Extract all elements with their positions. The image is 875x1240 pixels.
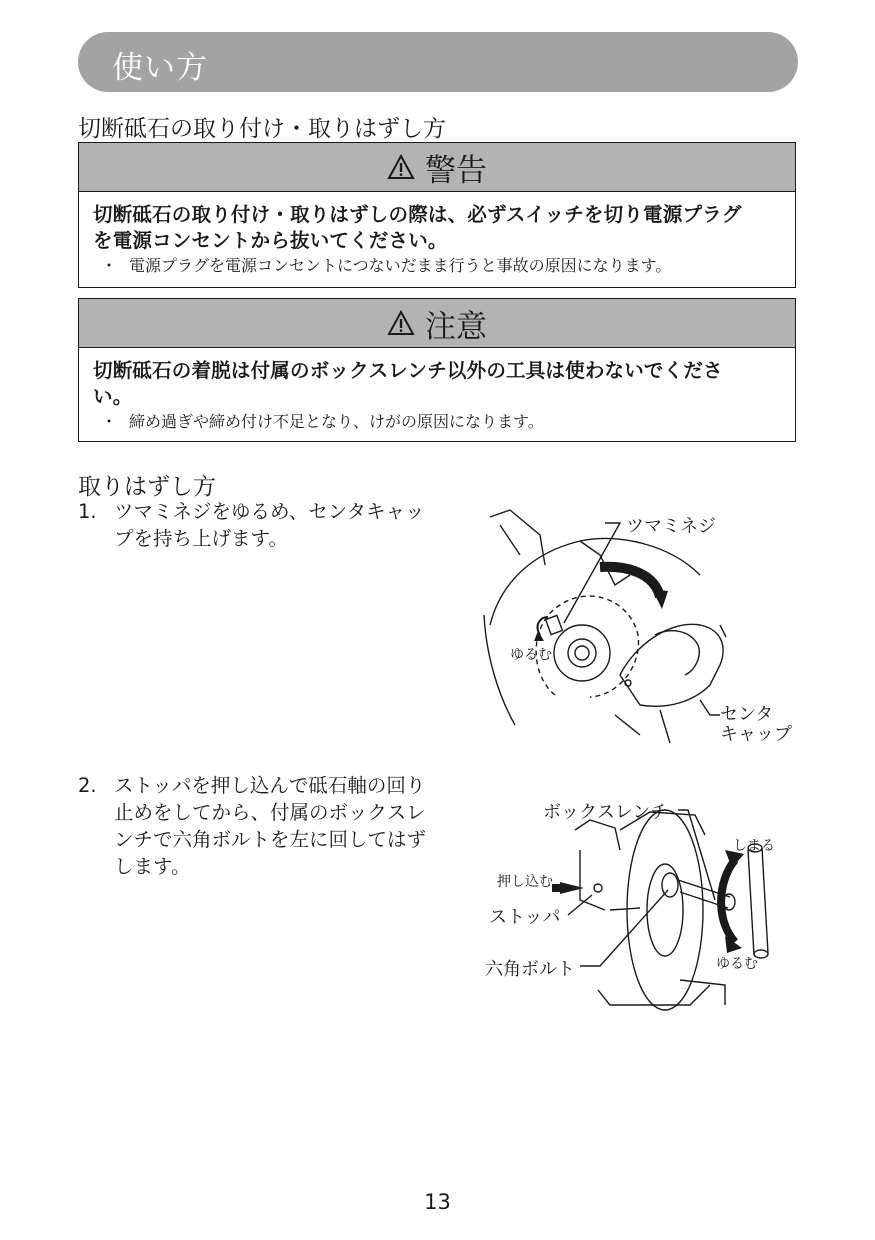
warning-triangle-icon — [387, 154, 415, 180]
caution-bullet: ・ — [101, 412, 118, 431]
caution-box — [78, 298, 796, 442]
warning-main-line1: 切断砥石の取り付け・取りはずしの際は、必ずスイッチを切り電源プラグ — [93, 203, 742, 226]
step-2-line1: ストッパを押し込んで砥石軸の回り — [114, 774, 426, 797]
warning-heading — [79, 143, 795, 192]
step-1 — [78, 498, 424, 552]
removal-title: 取りはずし方 — [78, 474, 216, 500]
step-1-number: 1. — [78, 500, 97, 523]
label-center-cap-line2: キャップ — [720, 724, 792, 745]
warning-heading-text: 警告 — [425, 152, 487, 189]
step-1-line2: プを持ち上げます。 — [114, 527, 288, 550]
label-knob-screw: ツマミネジ — [626, 516, 716, 537]
label-push-in: 押し込む — [497, 874, 553, 890]
label-hex-bolt: 六角ボルト — [485, 959, 575, 980]
step-2-number: 2. — [78, 774, 97, 797]
page-header-title: 使い方 — [112, 50, 208, 86]
caution-heading — [79, 299, 795, 348]
page-number: 13 — [424, 1190, 451, 1214]
label-stopper: ストッパ — [489, 907, 561, 928]
step-1-line1: ツマミネジをゆるめ、センタキャッ — [114, 500, 425, 523]
page-header-bar — [78, 32, 798, 92]
caution-triangle-icon — [387, 310, 415, 336]
label-tighten: しまる — [733, 838, 775, 854]
step-2-line2: 止めをしてから、付属のボックスレ — [114, 801, 426, 824]
section-title: 切断砥石の取り付け・取りはずし方 — [78, 116, 446, 142]
label-loosen-1: ゆるむ — [510, 647, 552, 663]
warning-note: 電源プラグを電源コンセントにつないだまま行うと事故の原因になります。 — [129, 256, 672, 275]
warning-main-line2: を電源コンセントから抜いてください。 — [93, 229, 448, 252]
caution-main-line1: 切断砥石の着脱は付属のボックスレンチ以外の工具は使わないでくださ — [93, 359, 723, 382]
step-2 — [78, 772, 426, 880]
caution-main-line2: い。 — [93, 385, 133, 408]
warning-bullet: ・ — [101, 256, 118, 275]
label-loosen-2: ゆるむ — [716, 956, 758, 972]
caution-note: 締め過ぎや締め付け不足となり、けがの原因になります。 — [129, 412, 544, 431]
label-box-wrench: ボックスレンチ — [543, 802, 669, 823]
step-2-line4: します。 — [114, 855, 191, 878]
step-2-line3: ンチで六角ボルトを左に回してはず — [114, 828, 427, 851]
warning-box — [78, 142, 796, 288]
caution-heading-text: 注意 — [425, 308, 487, 345]
label-center-cap-line1: センタ — [720, 704, 774, 725]
